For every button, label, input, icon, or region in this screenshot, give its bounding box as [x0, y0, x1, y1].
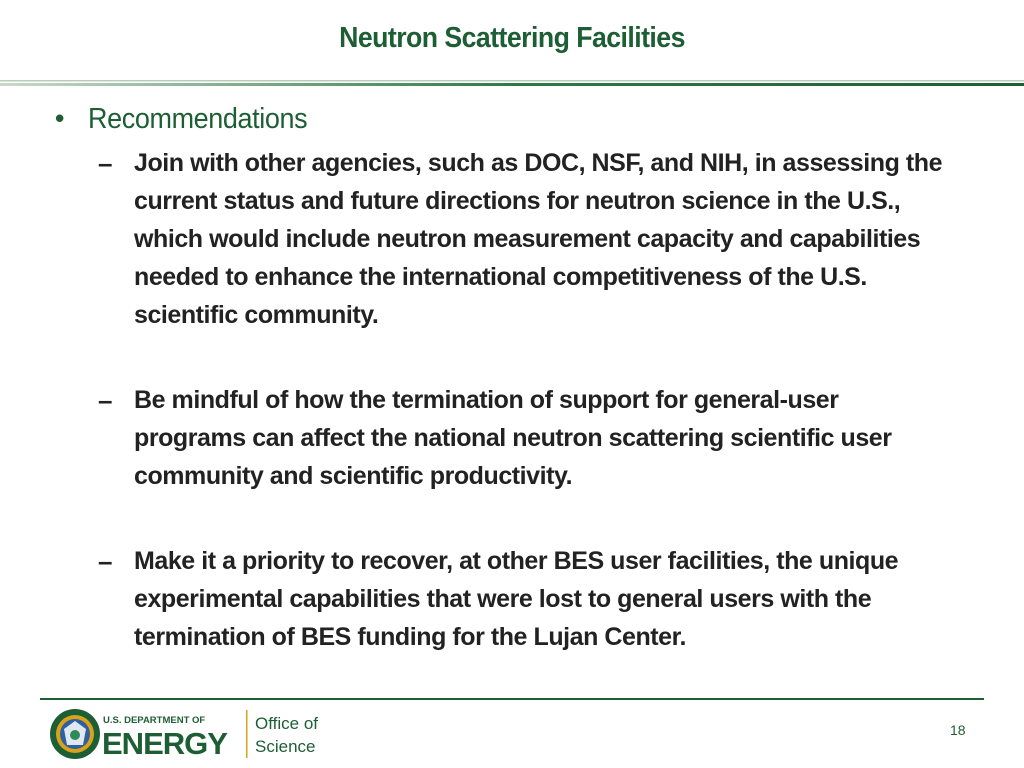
- office-of-line: Office of: [255, 714, 318, 733]
- slide-content: [52, 103, 982, 703]
- page-number: 18: [950, 722, 966, 738]
- sub-item: [98, 381, 982, 495]
- bullet-item: [52, 103, 982, 136]
- doe-office-of-science-logo: [48, 707, 338, 761]
- dash-marker: –: [98, 385, 113, 415]
- energy-wordmark: ENERGY: [102, 726, 227, 761]
- dash-marker: –: [98, 546, 113, 576]
- slide-title: Neutron Scattering Facilities: [339, 22, 685, 54]
- sub-list: [98, 144, 982, 656]
- dash-marker: –: [98, 148, 113, 178]
- bullet-text-recommendations: Recommendations: [88, 103, 308, 135]
- title-divider: [0, 80, 1024, 90]
- sub-item-text: Join with other agencies, such as DOC, NSF, and NIH, in assessing the current status and future directions for neutron science in the U.S., which would include neutron measurement capacity and capabilities needed to enhance the international competitiveness of the U.S. scientific community.: [134, 149, 943, 329]
- dept-line: U.S. DEPARTMENT OF: [103, 715, 206, 726]
- science-line: Science: [255, 737, 316, 756]
- sub-item-text: Make it a priority to recover, at other BES user facilities, the unique experimental capabilities that were lost to general users with the termination of BES funding for the Lujan Center.: [134, 547, 899, 651]
- bullet-marker: •: [52, 105, 68, 135]
- doe-seal-icon: [50, 709, 100, 759]
- sub-item: [98, 144, 982, 334]
- sub-item: [98, 542, 982, 656]
- sub-item-text: Be mindful of how the termination of support for general-user programs can affect the national neutron scattering scientific user community and scientific productivity.: [134, 386, 892, 490]
- footer-divider: [40, 698, 984, 700]
